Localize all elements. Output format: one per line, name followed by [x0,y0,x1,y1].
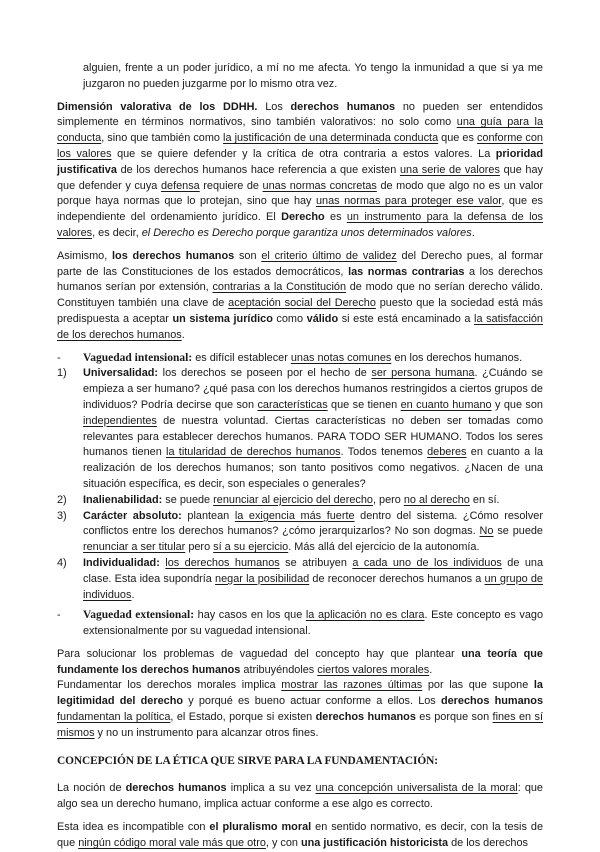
underlined-text: fines en sí mismos [57,711,543,739]
number-marker: 4) [57,556,67,569]
underlined-text: un grupo de individuos [83,572,543,601]
text-run: : que algo sea un derecho humano, implica actuar conforme a ese algo es correcto. [57,782,543,811]
text-run: si este está encaminado a [338,312,475,325]
list-item-text [83,556,543,603]
text-run: se atribuyen [279,556,353,569]
bold-text: Carácter absoluto: [83,509,182,522]
text-run: . ¿Cuándo se empieza a ser humano? ¿qué pasa con los derechos humanos restringidos a ciertos grupos de individuos? Podría decirse que son [83,367,543,411]
text-run: . [429,663,433,676]
text-run: que hay que defender y cuya [57,163,543,192]
text-run: es porque son [415,711,493,724]
text-run: no pueden ser entendidos simplemente en términos normativos, sino también valorativos: no solo como [57,100,543,129]
underlined-text: la satisfacción de los derechos humanos [57,312,543,341]
bold-text: Vaguedad intensional: [83,351,193,364]
text-run: que es [438,132,477,145]
underlined-text: en cuanto humano [400,398,492,411]
underlined-text: renunciar al ejercicio del derecho [213,493,373,506]
text-run: . [131,588,135,601]
list-item-text [83,493,543,509]
text-run: es difícil establecer [192,351,291,364]
bold-text: una justificación historicista [301,836,449,849]
text-run: . [471,226,475,239]
underlined-text: características [257,398,328,411]
dash-marker: - [57,351,61,364]
number-marker: 1) [57,367,67,380]
text-run: pero [185,541,214,554]
paragraph-continuation: alguien, frente a un poder jurídico, a mí no me afecta. Yo tengo la inmunidad a que si ya me juzgaron no pueden juzgarme por lo mismo otra vez. [83,62,543,90]
underlined-text: a cada uno de los individuos [352,556,502,569]
bold-text: válido [306,312,339,325]
dash-marker: - [57,609,61,622]
list-item-universalidad [57,366,543,492]
underlined-text: ser persona humana [371,367,475,380]
bold-text: el pluralismo moral [209,821,312,834]
bold-text: una teoría que fundamente los derechos humanos [57,647,543,676]
underlined-text: la titularidad de derechos humanos [166,446,341,459]
underlined-text: no al derecho [403,493,470,506]
text-run: como [272,312,307,325]
underlined-text: la exigencia más fuerte [234,509,355,522]
bold-text: la legitimidad del derecho [57,679,543,708]
text-run: de los derechos humanos hace referencia a que existen [116,163,400,176]
text-run: en sí. [469,493,500,506]
text-run: hay casos en los que [194,609,306,622]
text-run: de los derechos [448,836,528,849]
underlined-text: renunciar a ser titular [83,541,186,554]
paragraph-solucionar [57,647,543,679]
text-run: del Derecho pues, al formar parte de las Constituciones de los estados democráticos, [57,249,543,278]
text-run: implica a su vez [226,782,316,795]
text-run: que se tienen [327,398,401,411]
list-item-text [83,608,543,640]
text-run: y que son [491,398,543,411]
text-run: se puede [493,525,543,538]
text-run: Asimismo, [57,249,113,262]
list-item-individualidad [57,556,543,603]
italic-text: el Derecho es Derecho porque garantiza unos determinados valores [141,226,472,239]
text-run: , que es independiente del ordenamiento jurídico. El [57,195,543,224]
bold-text: derechos humanos [125,782,227,795]
paragraph-fundamentar [57,678,543,741]
underlined-text: sí a su ejercicio [213,541,289,554]
underlined-text: contrarias a la Constitución [212,281,346,294]
text-run: . Este concepto es vago extensionalmente por su vaguedad intensional. [83,609,544,638]
text-run: , sino que también como [101,132,224,145]
underlined-text: defensa [160,179,200,192]
text-run: de reconocer derechos humanos a [309,572,485,585]
underlined-text: los derechos humanos [165,556,280,569]
number-marker: 3) [57,509,67,522]
text-run: . [181,328,185,341]
underlined-text: negar la posibilidad [215,572,310,585]
bold-text: Inalienabilidad: [83,493,163,506]
list-item-vaguedad-intensional [57,351,543,367]
underlined-text: unas normas concretas [262,179,377,192]
number-marker: 2) [57,493,67,506]
paragraph-incompatible [57,820,543,852]
text-run: en sentido normativo, es decir, con la tesis de que [57,821,543,849]
text-run: a los derechos humanos serían por extensión, [57,265,543,294]
text-run: dentro del sistema. ¿Cómo resolver conflictos entre los derechos humanos? ¿cómo jerarquizarlos? No son dogmas. [83,509,543,538]
bold-text: los derechos humanos [112,249,235,262]
text-run: , y con [265,836,301,849]
document-page [57,61,543,852]
text-run: Fundamentar los derechos morales implica [57,679,282,692]
underlined-text: unas normas para proteger ese valor [316,195,502,208]
text-run: que se quiere defender y la crítica de otra contraria a estos valores. La [111,147,496,160]
underlined-text: unas notas comunes [290,351,392,364]
underlined-text: un instrumento para la defensa de los valores [57,211,543,239]
underlined-text: No [479,525,494,538]
underlined-text: deberes [427,446,467,459]
list-item-caracter-absoluto [57,509,543,556]
bold-text: derechos humanos [315,711,416,724]
text-run: y no un instrumento para alcanzar otros fines. [94,726,319,739]
text-run: . Más allá del ejercicio de la autonomía. [288,541,480,554]
text-run: La noción de [57,782,126,795]
bold-text: un sistema jurídico [172,312,273,325]
text-run: atribuyéndoles [240,663,318,676]
text-run: , el Estado, porque si existen [170,711,316,724]
underlined-text: la justificación de una determinada conducta [223,132,439,145]
list-item-text [83,366,543,492]
underlined-text: el criterio último de validez [261,249,397,262]
list-item-vaguedad-extensional [57,608,543,640]
list-item-text [83,509,543,556]
text-run: puesto que la sociedad está más predispuesta a aceptar [57,297,544,325]
bold-text: Dimensión valorativa de los DDHH. [57,100,258,113]
text-run: requiere de [199,179,263,192]
text-run: son [234,249,262,262]
text-run: , es decir, [92,226,142,239]
underlined-text: mostrar las razones últimas [281,679,423,692]
bold-text: las normas contrarias [348,265,465,278]
text-run: plantean [181,509,235,522]
text-run: los derechos se poseen por el hecho de [158,367,372,380]
underlined-text: ningún código moral vale más que otro [78,836,266,849]
text-run: de modo que algo no es un valor porque haya normas que lo protejan, sino que hay [57,179,543,208]
text-run: por las que supone [422,679,534,692]
text-run: en los derechos humanos. [391,351,523,364]
underlined-text: una concepción universalista de la moral [315,782,518,795]
underlined-text: fundamentan la política [57,711,171,724]
text-run: de nuestra voluntad. Ciertas características no deben ser tomadas como relevantes para establecer derechos humanos. PARA TODO SER HUMANO. Todos los seres humanos tienen [83,414,543,459]
bold-text: Vaguedad extensional: [83,609,195,622]
bold-text: prioridad justificativa [57,147,543,176]
paragraph-dimension-valorativa [57,100,543,242]
text-run: es [324,211,347,224]
text-run: Los [257,100,291,113]
underlined-text: independientes [83,414,157,427]
bold-text: Individualidad: [83,556,160,569]
section-heading: CONCEPCIÓN DE LA ÉTICA QUE SIRVE PARA LA FUNDAMENTACIÓN: [57,754,438,767]
text-run: de una clase. Esta idea supondría [83,556,544,585]
underlined-text: aceptación social del Derecho [228,297,376,310]
text-run: se puede [162,493,214,506]
bold-text: derechos humanos [440,695,544,708]
text-run: de modo que no serían derecho válido. Constituyen también una clave de [57,281,543,310]
text-run: y porqué es bueno actuar conforme a ellos. Los [183,695,441,708]
underlined-text: la aplicación no es clara [305,609,425,622]
vaguedad-list [57,351,543,640]
text-run: Esta idea es incompatible con [57,821,210,834]
underlined-text: una guía para la conducta [57,116,544,145]
text-run: Para solucionar los problemas de vaguedad del concepto hay que plantear [57,647,462,660]
underlined-text: ciertos valores morales [317,663,430,676]
text-run: , pero [372,493,404,506]
list-item-text [83,351,543,367]
text-run: en cuanto a la realización de los derechos humanos; son tanto positivos como negativos. ¿Nacen de una situación específica, es decir, son especiales o generales? [83,446,543,490]
text-run: . Todos tenemos [340,446,428,459]
underlined-text: conforme con los valores [57,132,543,160]
bold-text: Universalidad: [83,367,159,380]
underlined-text: una serie de valores [399,163,500,176]
bold-text: Derecho [281,211,325,224]
paragraph-nocion [57,781,543,813]
list-item-inalienabilidad [57,493,543,509]
paragraph-asimismo [57,249,543,344]
bold-text: derechos humanos [290,100,396,113]
